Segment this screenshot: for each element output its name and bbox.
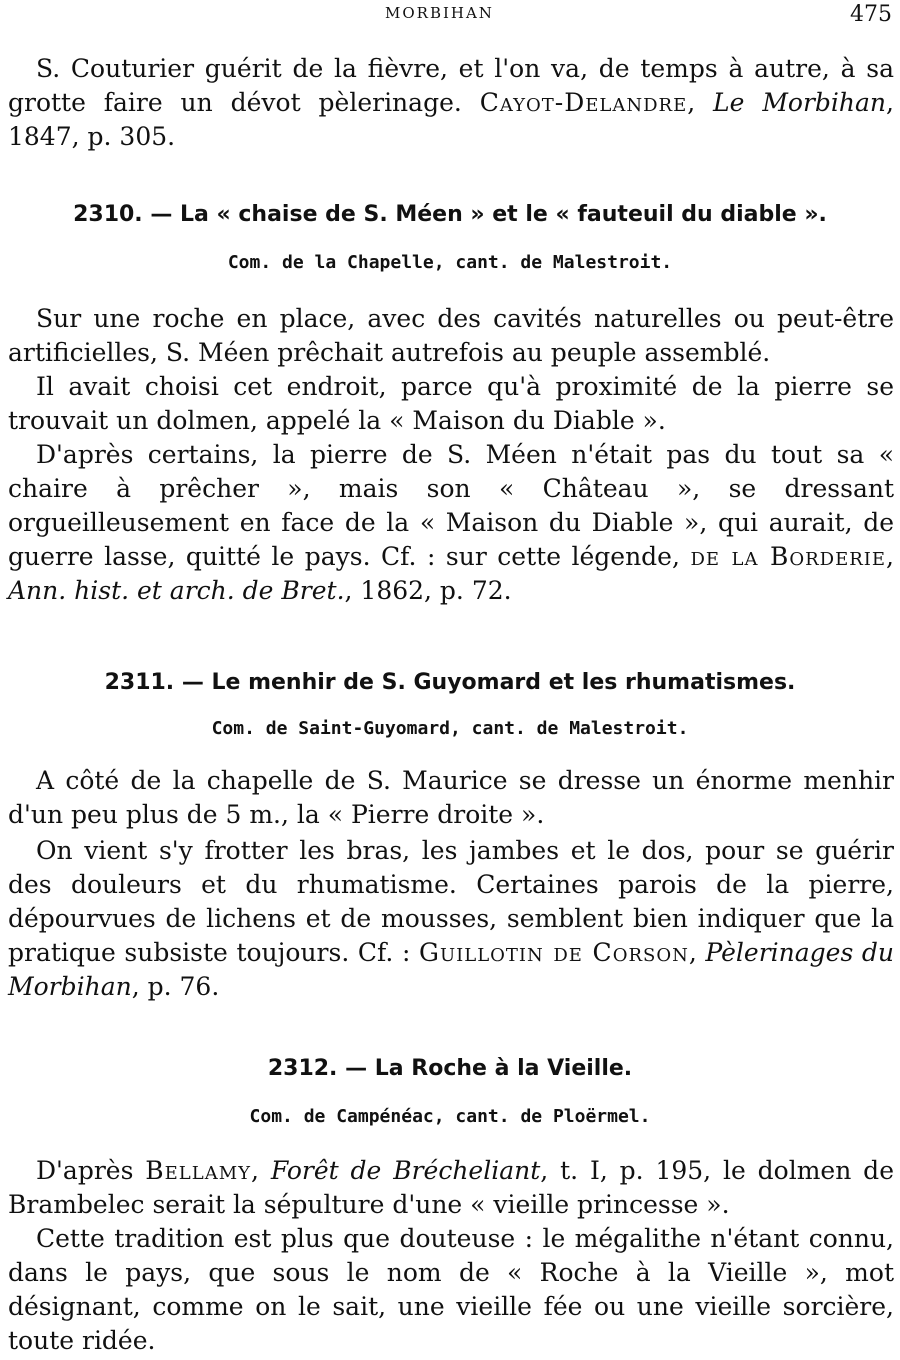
work-title: Forêt de Brécheliant xyxy=(270,1156,541,1185)
entry-title: 2311. — Le menhir de S. Guyomard et les rhumatismes. xyxy=(104,670,796,695)
entry-paragraph: Sur une roche en place, avec des cavités naturelles ou peut-être artificielles, S. Méen prêchait autrefois au peuple assemblé. xyxy=(8,304,894,367)
page-number: 475 xyxy=(850,2,892,27)
work-title: Le Morbihan xyxy=(713,88,887,117)
entry-paragraph: Cette tradition est plus que douteuse : le mégalithe n'étant connu, dans le pays, que sous le nom de « Roche à la Vieille », mot désignant, comme on le sait, une vieille fée ou une vieille sorcière, toute ridée. xyxy=(8,1224,894,1355)
entry-paragraph: On vient s'y frotter les bras, les jambes et le dos, pour se guérir des douleurs et du rhumatisme. Certaines parois de la pierre, dépourvues de lichens et de mousses, semblent bien indiquer que la pratique subsiste toujours. Cf. : Guillotin de Corson, Pèlerinages du Morbihan, p. 76. xyxy=(8,836,894,1001)
author-name: Bellamy xyxy=(145,1156,252,1185)
entry-paragraph: A côté de la chapelle de S. Maurice se dresse un énorme menhir d'un peu plus de 5 m., la « Pierre droite ». xyxy=(8,766,894,829)
work-title: Ann. hist. et arch. de Bret. xyxy=(8,576,345,605)
work-title: Pèlerinages du Morbihan xyxy=(8,938,894,1001)
running-title: MORBIHAN xyxy=(385,4,494,22)
author-name: Cayot-Delandre xyxy=(479,88,688,117)
author-name: de la Borderie xyxy=(690,542,887,571)
entry-location: Com. de la Chapelle, cant. de Malestroit. xyxy=(227,252,673,273)
entry-paragraph: Il avait choisi cet endroit, parce qu'à proximité de la pierre se trouvait un dolmen, appelé la « Maison du Diable ». xyxy=(8,372,894,435)
entry-location: Com. de Saint-Guyomard, cant. de Malestroit. xyxy=(211,718,689,739)
running-head xyxy=(0,2,900,28)
entry-paragraph: D'après certains, la pierre de S. Méen n'était pas du tout sa « chaire à prêcher », mais son « Château », se dressant orgueilleusement en face de la « Maison du Diable », qui aurait, de guerre lasse, quitté le pays. Cf. : sur cette légende, de la Borderie, Ann. hist. et arch. de Bret., 1862, p. 72. xyxy=(8,440,894,605)
author-name: Guillotin de Corson xyxy=(418,938,689,967)
entry-location: Com. de Campénéac, cant. de Ploërmel. xyxy=(249,1106,651,1127)
intro-paragraph: S. Couturier guérit de la fièvre, et l'on va, de temps à autre, à sa grotte faire un dévot pèlerinage. Cayot-Delandre, Le Morbihan, 1847, p. 305. xyxy=(8,54,894,151)
entry-title: 2312. — La Roche à la Vieille. xyxy=(267,1056,633,1081)
entry-title: 2310. — La « chaise de S. Méen » et le « fauteuil du diable ». xyxy=(73,202,827,227)
entry-paragraph: D'après Bellamy, Forêt de Brécheliant, t. I, p. 195, le dolmen de Brambelec serait la sépulture d'une « vieille princesse ». xyxy=(8,1156,894,1219)
